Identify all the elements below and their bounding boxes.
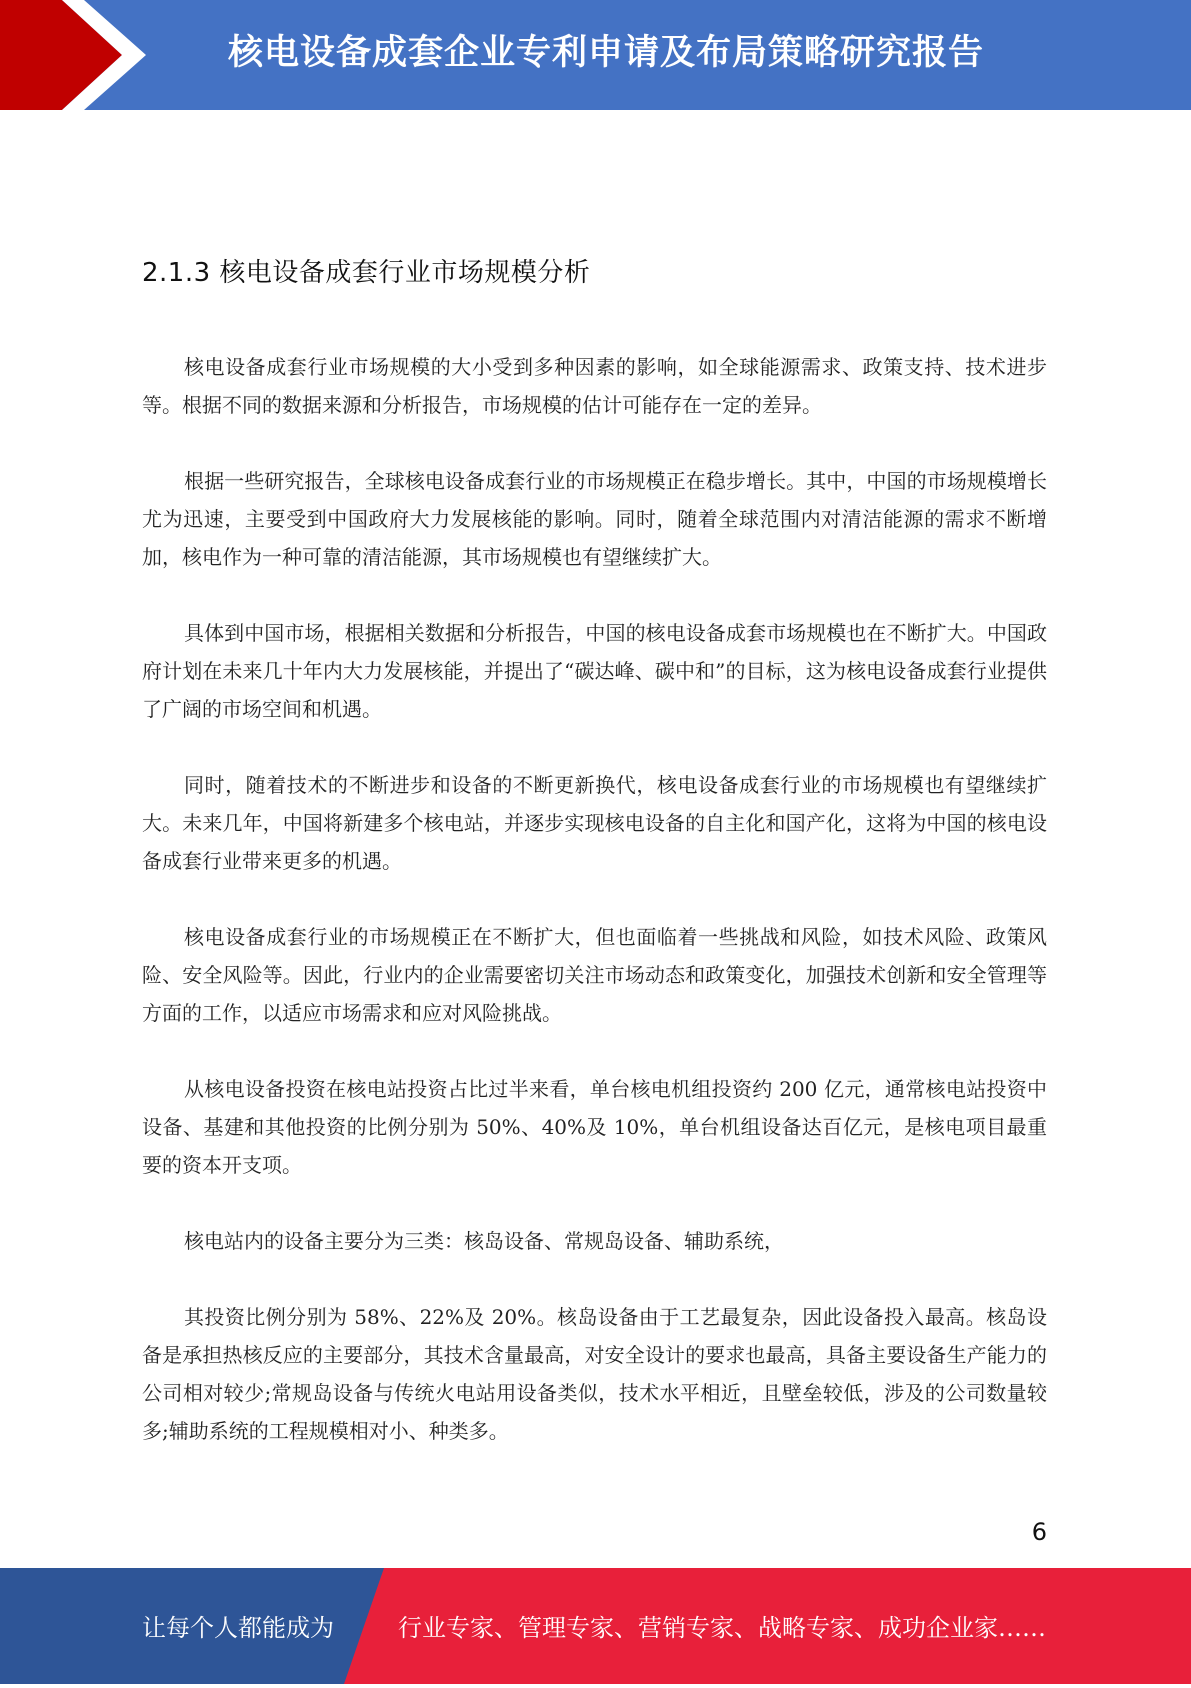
- paragraph: 从核电设备投资在核电站投资占比过半来看，单台核电机组投资约 200 亿元，通常核电站投资中设备、基建和其他投资的比例分别为 50%、40%及 10%，单台机组设备达百亿元，是核电项目最重要的资本开支项。: [142, 1077, 1047, 1177]
- body-text: [142, 348, 1047, 1488]
- report-title: 核电设备成套企业专利申请及布局策略研究报告: [228, 33, 985, 73]
- page-footer: [0, 1568, 1191, 1684]
- footer-slogan-right: 行业专家、管理专家、营销专家、战略专家、成功企业家……: [398, 1614, 1046, 1642]
- page-header: [0, 0, 1191, 110]
- footer-slogan-left: 让每个人都能成为: [142, 1614, 334, 1642]
- paragraph: 核电设备成套行业市场规模的大小受到多种因素的影响，如全球能源需求、政策支持、技术进步等。根据不同的数据来源和分析报告，市场规模的估计可能存在一定的差异。: [142, 355, 1047, 417]
- paragraph: 其投资比例分别为 58%、22%及 20%。核岛设备由于工艺最复杂，因此设备投入最高。核岛设备是承担热核反应的主要部分，其技术含量最高，对安全设计的要求也最高，具备主要设备生产能力的公司相对较少;常规岛设备与传统火电站用设备类似，技术水平相近，且壁垒较低，涉及的公司数量较多;辅助系统的工程规模相对小、种类多。: [142, 1305, 1047, 1443]
- paragraph: 根据一些研究报告，全球核电设备成套行业的市场规模正在稳步增长。其中，中国的市场规模增长尤为迅速，主要受到中国政府大力发展核能的影响。同时，随着全球范围内对清洁能源的需求不断增加，核电作为一种可靠的清洁能源，其市场规模也有望继续扩大。: [142, 469, 1047, 569]
- header-chevron-decoration: [0, 0, 160, 110]
- paragraph: 核电设备成套行业的市场规模正在不断扩大，但也面临着一些挑战和风险，如技术风险、政策风险、安全风险等。因此，行业内的企业需要密切关注市场动态和政策变化，加强技术创新和安全管理等方面的工作，以适应市场需求和应对风险挑战。: [142, 925, 1047, 1025]
- section-heading: 2.1.3 核电设备成套行业市场规模分析: [142, 258, 591, 288]
- paragraph: 同时，随着技术的不断进步和设备的不断更新换代，核电设备成套行业的市场规模也有望继续扩大。未来几年，中国将新建多个核电站，并逐步实现核电设备的自主化和国产化，这将为中国的核电设备成套行业带来更多的机遇。: [142, 773, 1047, 873]
- page-number: 6: [1031, 1518, 1047, 1546]
- paragraph: 具体到中国市场，根据相关数据和分析报告，中国的核电设备成套市场规模也在不断扩大。中国政府计划在未来几十年内大力发展核能，并提出了“碳达峰、碳中和”的目标，这为核电设备成套行业提供了广阔的市场空间和机遇。: [142, 621, 1047, 721]
- paragraph: 核电站内的设备主要分为三类：核岛设备、常规岛设备、辅助系统，: [184, 1229, 784, 1253]
